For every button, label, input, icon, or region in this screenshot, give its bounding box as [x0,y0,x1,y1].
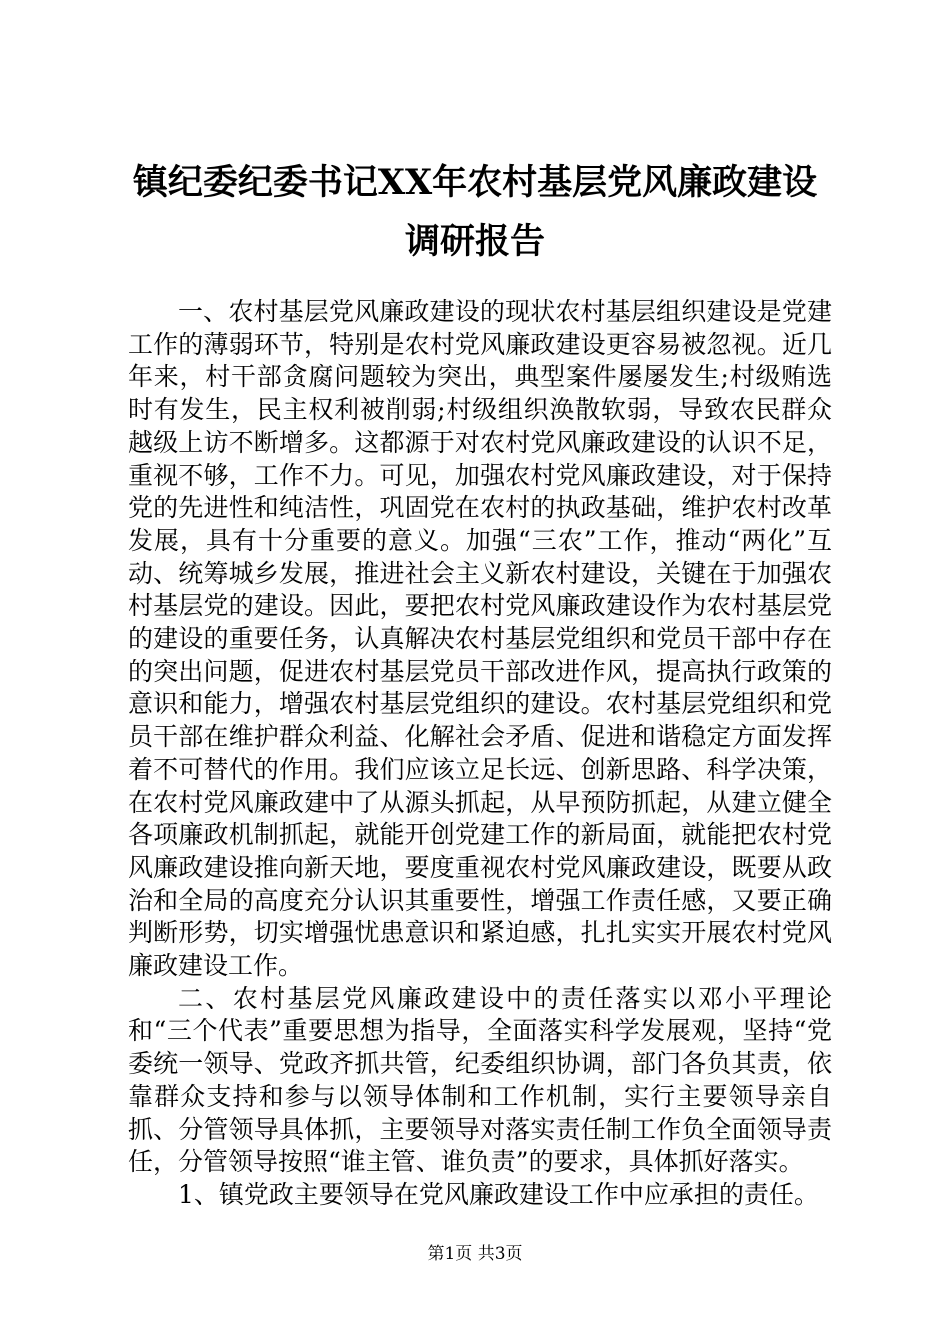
document-title-line1: 镇纪委纪委书记XX年农村基层党风廉政建设 [132,162,818,203]
paragraph-2: 二、农村基层党风廉政建设中的责任落实以邓小平理论和“三个代表”重要思想为指导，全面落实科学发展观，坚持“党委统一领导、党政齐抓共管，纪委组织协调，部门各负其责，依靠群众支持和参与以领导体制和工作机制，实行主要领导亲自抓、分管领导具体抓，主要领导对落实责任制工作负全面领导责任，分管领导按照“谁主管、谁负责”的要求，具体抓好落实。 [128,983,832,1177]
document-body [128,296,832,1212]
page-footer: 第1页 共3页 [427,1244,523,1264]
paragraph-1: 一、农村基层党风廉政建设的现状农村基层组织建设是党建工作的薄弱环节，特别是农村党风廉政建设更容易被忽视。近几年来，村干部贪腐问题较为突出，典型案件屡屡发生;村级贿选时有发生，民主权利被削弱;村级组织涣散软弱，导致农民群众越级上访不断增多。这都源于对农村党风廉政建设的认识不足，重视不够，工作不力。可见，加强农村党风廉政建设，对于保持党的先进性和纯洁性，巩固党在农村的执政基础，维护农村改革发展，具有十分重要的意义。加强“三农”工作，推动“两化”互动、统筹城乡发展，推进社会主义新农村建设，关键在于加强农村基层党的建设。因此，要把农村党风廉政建设作为农村基层党的建设的重要任务，认真解决农村基层党组织和党员干部中存在的突出问题，促进农村基层党员干部改进作风，提高执行政策的意识和能力，增强农村基层党组织的建设。农村基层党组织和党员干部在维护群众利益、化解社会矛盾、促进和谐稳定方面发挥着不可替代的作用。我们应该立足长远、创新思路、科学决策，在农村党风廉政建中了从源头抓起，从早预防抓起，从建立健全各项廉政机制抓起，就能开创党建工作的新局面，就能把农村党风廉政建设推向新天地，要度重视农村党风廉政建设，既要从政治和全局的高度充分认识其重要性，增强工作责任感，又要正确判断形势，切实增强忧患意识和紧迫感，扎扎实实开展农村党风廉政建设工作。 [128,297,832,981]
document-title-line2: 调研报告 [404,221,545,262]
paragraph-3: 1、镇党政主要领导在党风廉政建设工作中应承担的责任。 [178,1179,819,1209]
